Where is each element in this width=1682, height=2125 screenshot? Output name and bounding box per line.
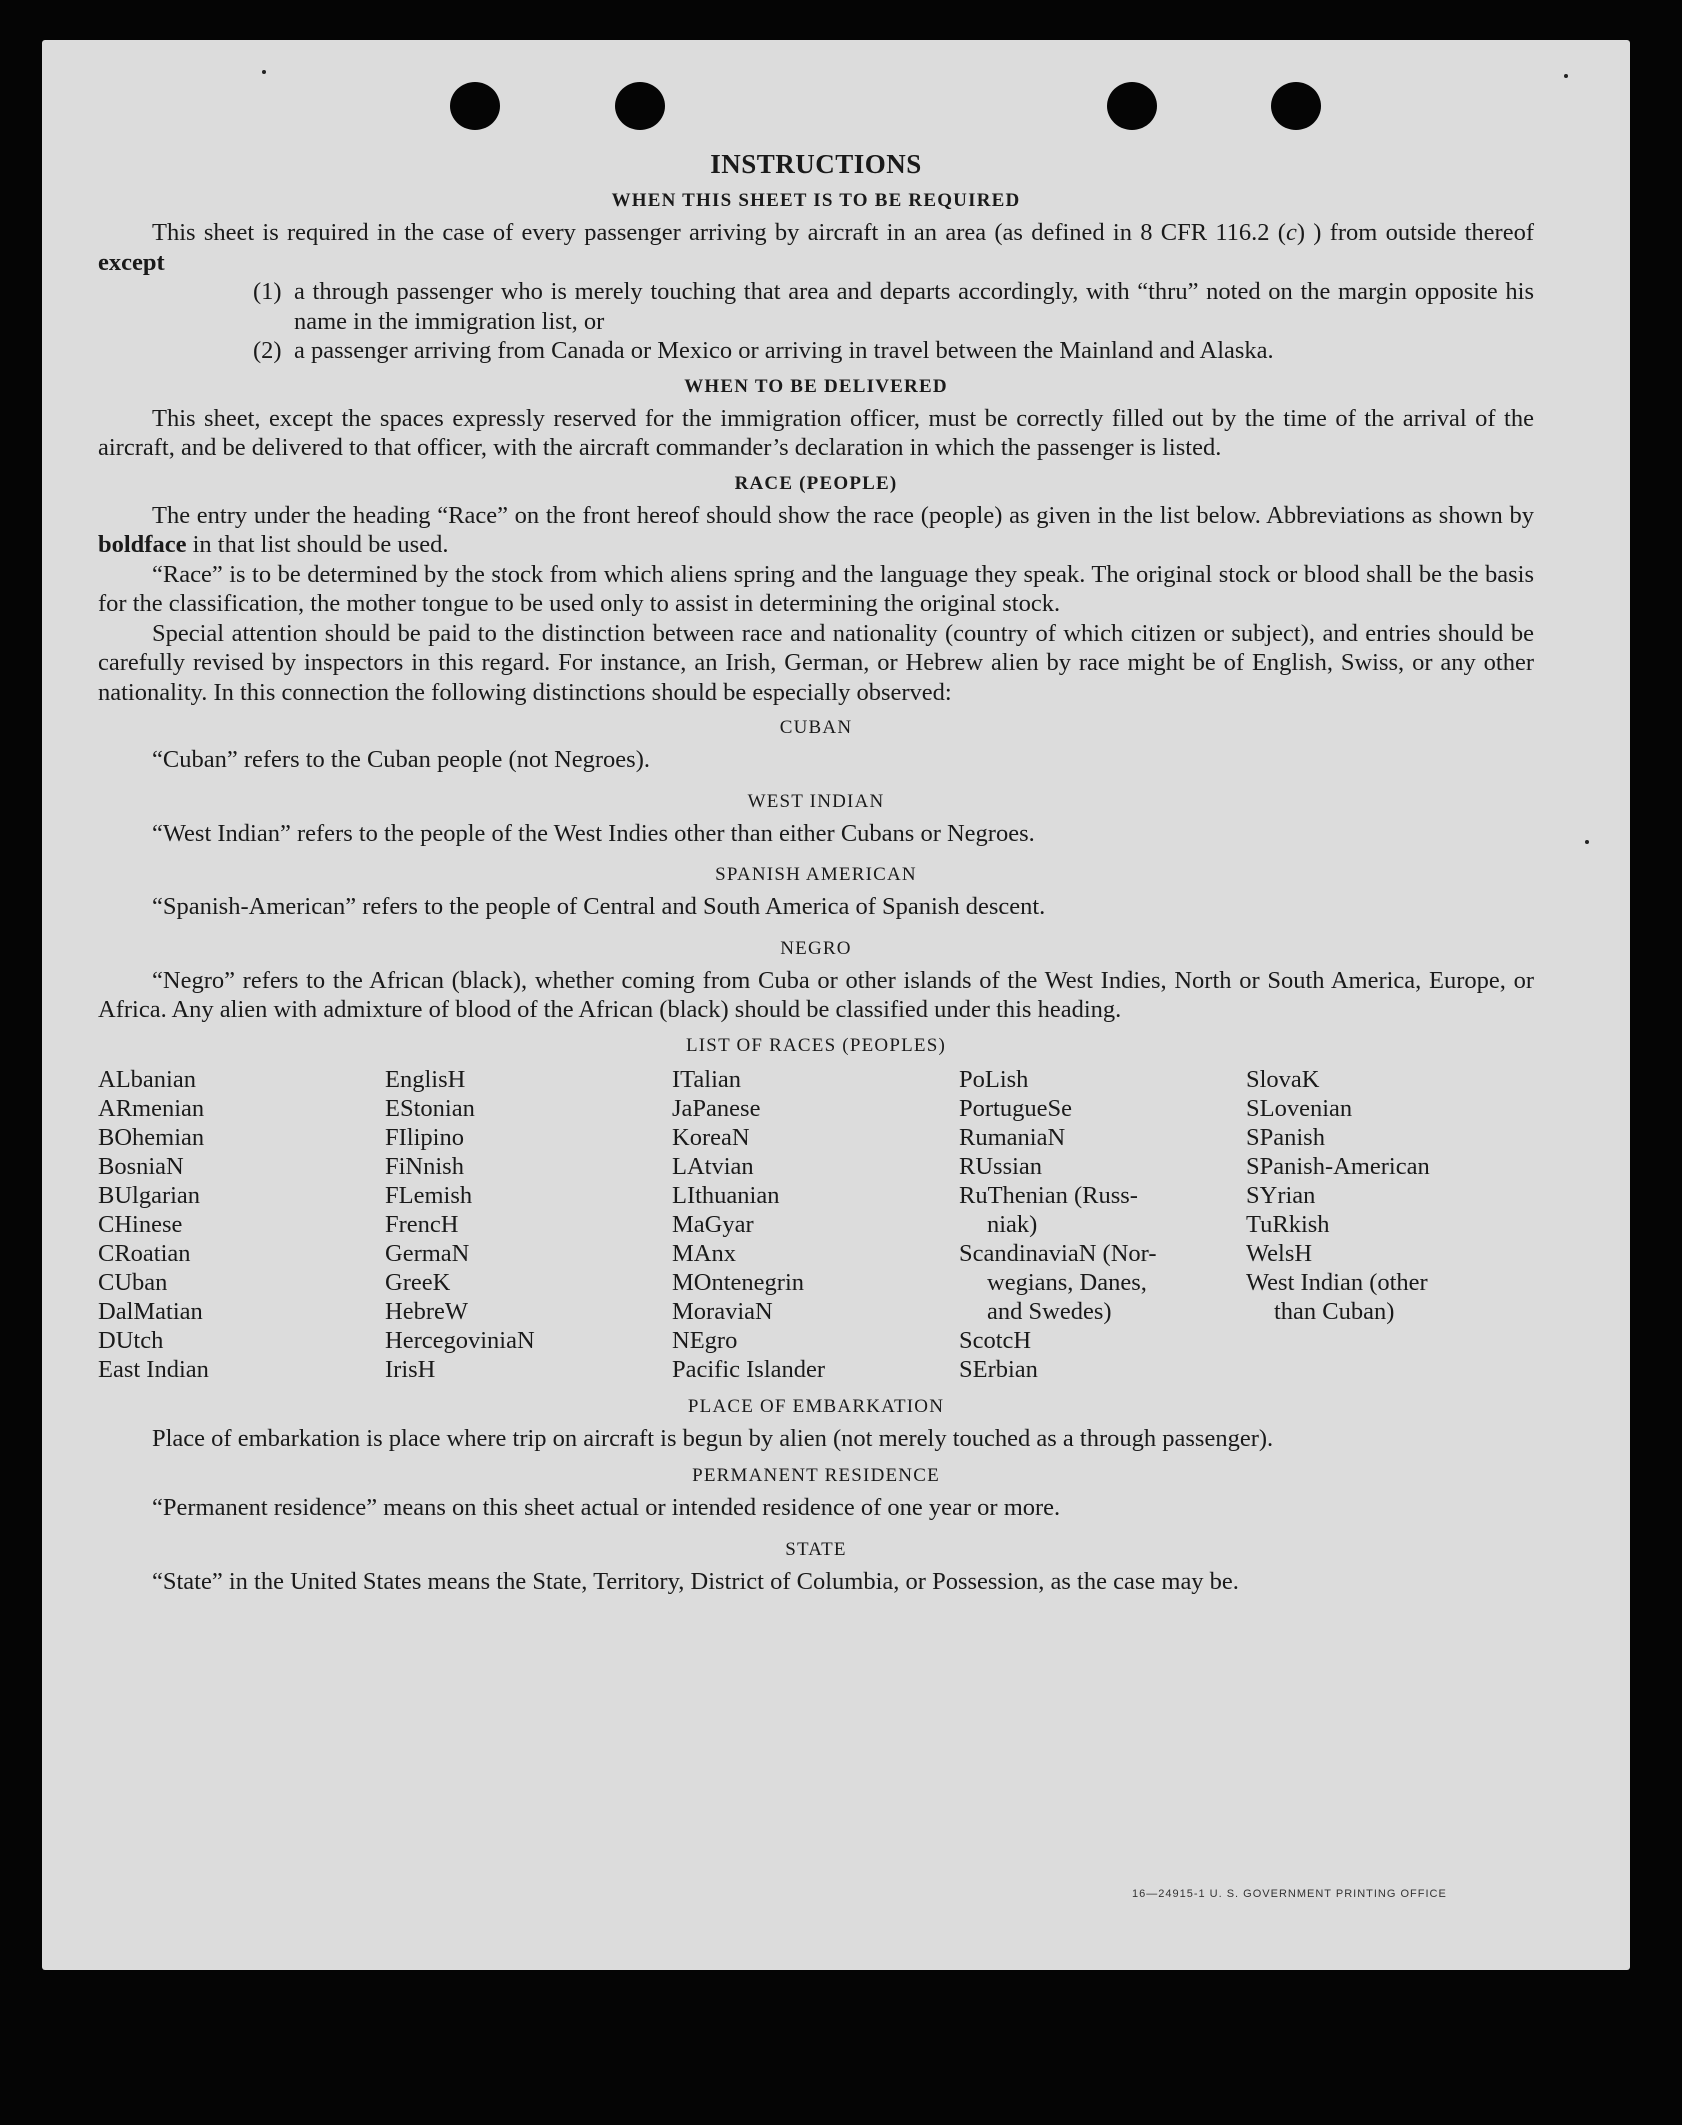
residence-text: “Permanent residence” means on this sheet actual or intended residence of one year or more. xyxy=(152,1494,1061,1521)
list-item: BosniaN xyxy=(98,1152,184,1180)
punch-hole xyxy=(1107,82,1157,130)
heading-race: RACE (PEOPLE) xyxy=(734,472,898,494)
list-item: FLemish xyxy=(385,1181,473,1209)
races-column xyxy=(959,1065,1246,1384)
list-item: MaGyar xyxy=(672,1210,754,1238)
list-item: NEgro xyxy=(672,1326,738,1354)
list-item: wegians, Danes, xyxy=(987,1268,1147,1296)
list-item: and Swedes) xyxy=(987,1297,1112,1325)
list-item: RuThenian (Russ- xyxy=(959,1181,1138,1209)
speck xyxy=(262,70,266,74)
list-item: HebreW xyxy=(385,1297,468,1325)
instruction-sheet xyxy=(42,40,1630,1970)
list-item: CRoatian xyxy=(98,1239,191,1267)
list-item: BUlgarian xyxy=(98,1181,201,1209)
heading-delivered: WHEN TO BE DELIVERED xyxy=(684,375,948,397)
list-item: ITalian xyxy=(672,1065,742,1093)
race-paragraph-2: “Race” is to be determined by the stock from which aliens spring and the language they speak. The original stock or blood shall be the basis for the classification, the mother tongue to be used only to assist in determining the original stock. xyxy=(98,560,1534,617)
list-item: DUtch xyxy=(98,1326,164,1354)
list-item: PoLish xyxy=(959,1065,1029,1093)
list-item: DalMatian xyxy=(98,1297,203,1325)
speck xyxy=(1564,74,1568,78)
list-item: niak) xyxy=(987,1210,1038,1238)
list-item: MAnx xyxy=(672,1239,736,1267)
list-item: WelsH xyxy=(1246,1239,1313,1267)
delivered-text: This sheet, except the spaces expressly reserved for the immigration officer, must be correctly filled out by the time of the arrival of the aircraft, and be delivered to that officer, with the aircraft commander’s declaration in which the passenger is listed. xyxy=(98,404,1534,461)
list-item: BOhemian xyxy=(98,1123,205,1151)
list-item: Pacific Islander xyxy=(672,1355,826,1383)
list-item: FIlipino xyxy=(385,1123,464,1151)
list-item: ScandinaviaN (Nor- xyxy=(959,1239,1157,1267)
list-item: SPanish-American xyxy=(1246,1152,1430,1180)
race-paragraph-1: The entry under the heading “Race” on the front hereof should show the race (people) as given in the list below. Abbreviations as shown by boldface in that list should be used. xyxy=(98,501,1534,558)
heading-residence: PERMANENT RESIDENCE xyxy=(692,1465,940,1486)
list-item: than Cuban) xyxy=(1274,1297,1395,1325)
heading-negro: NEGRO xyxy=(780,937,852,959)
races-column xyxy=(1246,1065,1533,1384)
list-item: HercegoviniaN xyxy=(385,1326,535,1354)
list-item: GreeK xyxy=(385,1268,451,1296)
embarkation-text: Place of embarkation is place where trip on aircraft is begun by alien (not merely touched as a through passenger). xyxy=(152,1424,1274,1452)
races-list xyxy=(98,1065,1534,1384)
list-item: SlovaK xyxy=(1246,1065,1320,1093)
list-item: PortugueSe xyxy=(959,1094,1072,1122)
list-item: LIthuanian xyxy=(672,1181,780,1209)
list-item: GermaN xyxy=(385,1239,470,1267)
state-text: “State” in the United States means the State, Territory, District of Columbia, or Possession, as the case may be. xyxy=(152,1567,1239,1595)
required-exceptions-list xyxy=(98,277,1534,366)
heading-west-indian: WEST INDIAN xyxy=(747,790,885,812)
list-item: ALbanian xyxy=(98,1065,196,1093)
list-item: ScotcH xyxy=(959,1326,1032,1354)
list-item: JaPanese xyxy=(672,1094,761,1122)
list-item: SLovenian xyxy=(1246,1094,1353,1122)
speck xyxy=(1585,840,1589,844)
punch-hole xyxy=(615,82,665,130)
list-item: (2) a passenger arriving from Canada or Mexico or arriving in travel between the Mainland and Alaska. xyxy=(253,337,1274,364)
list-item: FiNnish xyxy=(385,1152,464,1180)
race-paragraph-3: Special attention should be paid to the distinction between race and nationality (country of which citizen or subject), and entries should be carefully revised by inspectors in this regard. For instance, an Irish, German, or Hebrew alien by race might be of English, Swiss, or any other nationality. In this connection the following distinctions should be especially observed: xyxy=(98,619,1534,706)
list-item: TuRkish xyxy=(1246,1210,1330,1238)
west-indian-text: “West Indian” refers to the people of the West Indies other than either Cubans or Negroes. xyxy=(152,819,1035,847)
heading-races-list: LIST OF RACES (PEOPLES) xyxy=(685,1034,947,1056)
list-item: RUssian xyxy=(959,1152,1043,1180)
races-column xyxy=(98,1065,385,1384)
list-item: CUban xyxy=(98,1268,168,1296)
heading-required: WHEN THIS SHEET IS TO BE REQUIRED xyxy=(611,190,1021,211)
list-item: LAtvian xyxy=(672,1152,754,1180)
list-item: SYrian xyxy=(1246,1181,1316,1209)
required-intro: This sheet is required in the case of every passenger arriving by aircraft in an area (as defined in 8 CFR 116.2 (c) ) from outside thereof except xyxy=(98,219,1534,276)
list-item: RumaniaN xyxy=(959,1123,1066,1151)
list-item: SErbian xyxy=(959,1355,1038,1383)
list-item: CHinese xyxy=(98,1210,183,1238)
list-item: MOntenegrin xyxy=(672,1268,804,1296)
cuban-text: “Cuban” refers to the Cuban people (not Negroes). xyxy=(152,746,650,773)
list-item: West Indian (other xyxy=(1246,1268,1428,1296)
page-title: INSTRUCTIONS xyxy=(710,149,922,179)
negro-text: “Negro” refers to the African (black), whether coming from Cuba or other islands of the West Indies, North or South America, Europe, or Africa. Any alien with admixture of blood of the African (black) should be classified under this heading. xyxy=(98,966,1534,1023)
punch-hole xyxy=(1271,82,1321,130)
list-item: ARmenian xyxy=(98,1094,205,1122)
list-item: MoraviaN xyxy=(672,1297,773,1325)
document-body xyxy=(98,148,1534,1596)
punch-hole xyxy=(450,82,500,130)
list-item: KoreaN xyxy=(672,1123,750,1151)
list-item: EStonian xyxy=(385,1094,475,1122)
heading-embarkation: PLACE OF EMBARKATION xyxy=(687,1395,945,1417)
heading-cuban: CUBAN xyxy=(779,717,853,738)
list-item: East Indian xyxy=(98,1355,209,1383)
races-column xyxy=(672,1065,959,1384)
races-column xyxy=(385,1065,672,1384)
heading-state: STATE xyxy=(785,1538,847,1560)
spanish-american-text: “Spanish-American” refers to the people of Central and South America of Spanish descent. xyxy=(152,893,1046,920)
list-item: SPanish xyxy=(1246,1123,1325,1151)
heading-spanish-american: SPANISH AMERICAN xyxy=(715,864,917,885)
form-code: 16—24915-1 U. S. GOVERNMENT PRINTING OFFICE xyxy=(1132,1888,1447,1900)
list-item: IrisH xyxy=(385,1355,436,1383)
list-item: (1) a through passenger who is merely touching that area and departs accordingly, with “thru” noted on the margin opposite his name in the immigration list, or xyxy=(253,278,1534,335)
list-item: EnglisH xyxy=(385,1065,466,1093)
list-item: FrencH xyxy=(385,1210,459,1238)
